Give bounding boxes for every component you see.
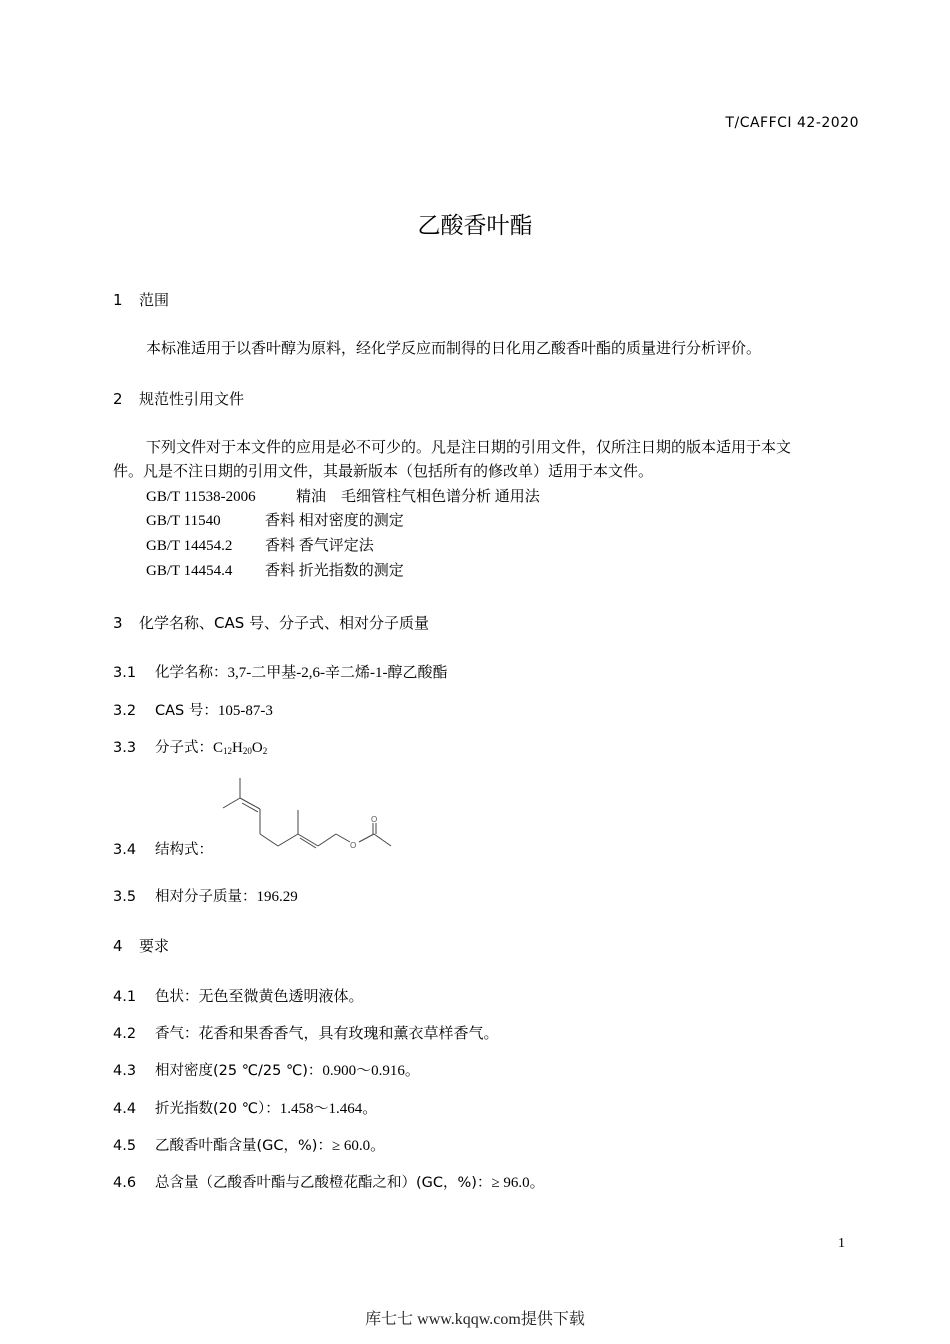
item-number: 4.1 (113, 989, 137, 1005)
item-label: 相对分子质量： (155, 889, 257, 905)
molecular-formula: $C_{12}H_{20}O_2$ (213, 740, 268, 756)
item-4-5 (113, 1134, 385, 1155)
reference-item (146, 485, 540, 506)
item-number: 4.5 (113, 1138, 137, 1154)
item-number: 3.5 (113, 889, 137, 905)
item-4-6 (113, 1171, 545, 1192)
item-label: 化学名称： (155, 665, 228, 681)
item-3-3 (113, 736, 267, 757)
item-value: 1.458～1.464。 (279, 1101, 378, 1117)
item-number: 4.4 (113, 1101, 137, 1117)
reference-item (146, 509, 404, 530)
section-4-heading (113, 935, 169, 956)
item-4-3 (113, 1059, 420, 1080)
item-value: 0.900～0.916。 (322, 1063, 420, 1079)
download-footer: 库七七 www.kqqw.com提供下载 (365, 1311, 585, 1328)
item-label: 分子式： (155, 740, 213, 756)
section-number: 3 (113, 614, 123, 632)
item-label: 结构式： (155, 842, 213, 858)
item-label: 色状： (155, 989, 199, 1005)
page-number: 1 (838, 1236, 845, 1251)
item-value: ≥ 96.0。 (491, 1175, 545, 1191)
svg-text:O: O (371, 815, 378, 824)
section-title: 化学名称、CAS 号、分子式、相对分子质量 (139, 614, 430, 632)
reference-title: 香料 香气评定法 (265, 538, 374, 554)
section-1-heading (113, 289, 169, 310)
standard-number: T/CAFFCI 42-2020 (725, 115, 859, 131)
item-label: 香气： (155, 1026, 199, 1042)
item-value: 196.29 (256, 889, 298, 905)
item-label: CAS 号： (155, 703, 218, 719)
item-value: 3,7-二甲基-2,6-辛二烯-1-醇乙酸酯 (227, 665, 448, 681)
item-number: 3.2 (113, 703, 137, 719)
item-label: 相对密度(25 ℃/25 ℃)： (155, 1063, 323, 1079)
reference-code: GB/T 11540 (146, 513, 221, 529)
reference-code: GB/T 14454.2 (146, 538, 233, 554)
section-3-heading (113, 612, 429, 633)
item-4-1 (113, 985, 364, 1006)
item-3-2 (113, 699, 273, 720)
item-3-5 (113, 885, 298, 906)
section-number: 4 (113, 937, 123, 955)
section-2-heading (113, 388, 244, 409)
reference-code: GB/T 11538-2006 (146, 489, 256, 505)
document-title: 乙酸香叶酯 (417, 213, 533, 239)
section-title: 规范性引用文件 (139, 390, 245, 408)
reference-title: 精油 毛细管柱气相色谱分析 通用法 (296, 489, 540, 505)
section-title: 要求 (139, 937, 170, 955)
reference-title: 香料 相对密度的测定 (265, 513, 404, 529)
reference-item (146, 559, 404, 580)
reference-code: GB/T 14454.4 (146, 563, 233, 579)
section-2-body-line-2: 件。凡是不注日期的引用文件，其最新版本（包括所有的修改单）适用于本文件。 (113, 464, 654, 480)
item-number: 4.2 (113, 1026, 137, 1042)
item-value: 105-87-3 (217, 703, 273, 719)
item-number: 3.1 (113, 665, 137, 681)
item-3-4 (113, 838, 213, 859)
item-number: 3.4 (113, 842, 137, 858)
item-number: 3.3 (113, 740, 137, 756)
item-value: ≥ 60.0。 (331, 1138, 386, 1154)
section-number: 1 (113, 291, 123, 309)
structural-formula-diagram (218, 778, 398, 858)
item-label: 乙酸香叶酯含量(GC，%)： (155, 1138, 332, 1154)
item-label: 总含量（乙酸香叶酯与乙酸橙花酯之和）(GC，%)： (155, 1175, 492, 1191)
section-1-body: 本标准适用于以香叶醇为原料，经化学反应而制得的日化用乙酸香叶酯的质量进行分析评价。 (146, 341, 762, 357)
item-number: 4.6 (113, 1175, 137, 1191)
section-number: 2 (113, 390, 123, 408)
item-value: 无色至微黄色透明液体。 (198, 989, 364, 1005)
item-value: 花香和果香香气，具有玫瑰和薰衣草样香气。 (198, 1026, 499, 1042)
svg-text:O: O (350, 841, 357, 850)
reference-title: 香料 折光指数的测定 (265, 563, 404, 579)
section-2-body-line-1: 下列文件对于本文件的应用是必不可少的。凡是注日期的引用文件，仅所注日期的版本适用于本文 (146, 440, 792, 456)
item-4-2 (113, 1022, 499, 1043)
item-4-4 (113, 1097, 377, 1118)
section-title: 范围 (139, 291, 170, 309)
reference-item (146, 534, 374, 555)
item-label: 折光指数(20 ℃）： (155, 1101, 280, 1117)
item-3-1 (113, 661, 447, 682)
item-number: 4.3 (113, 1063, 137, 1079)
